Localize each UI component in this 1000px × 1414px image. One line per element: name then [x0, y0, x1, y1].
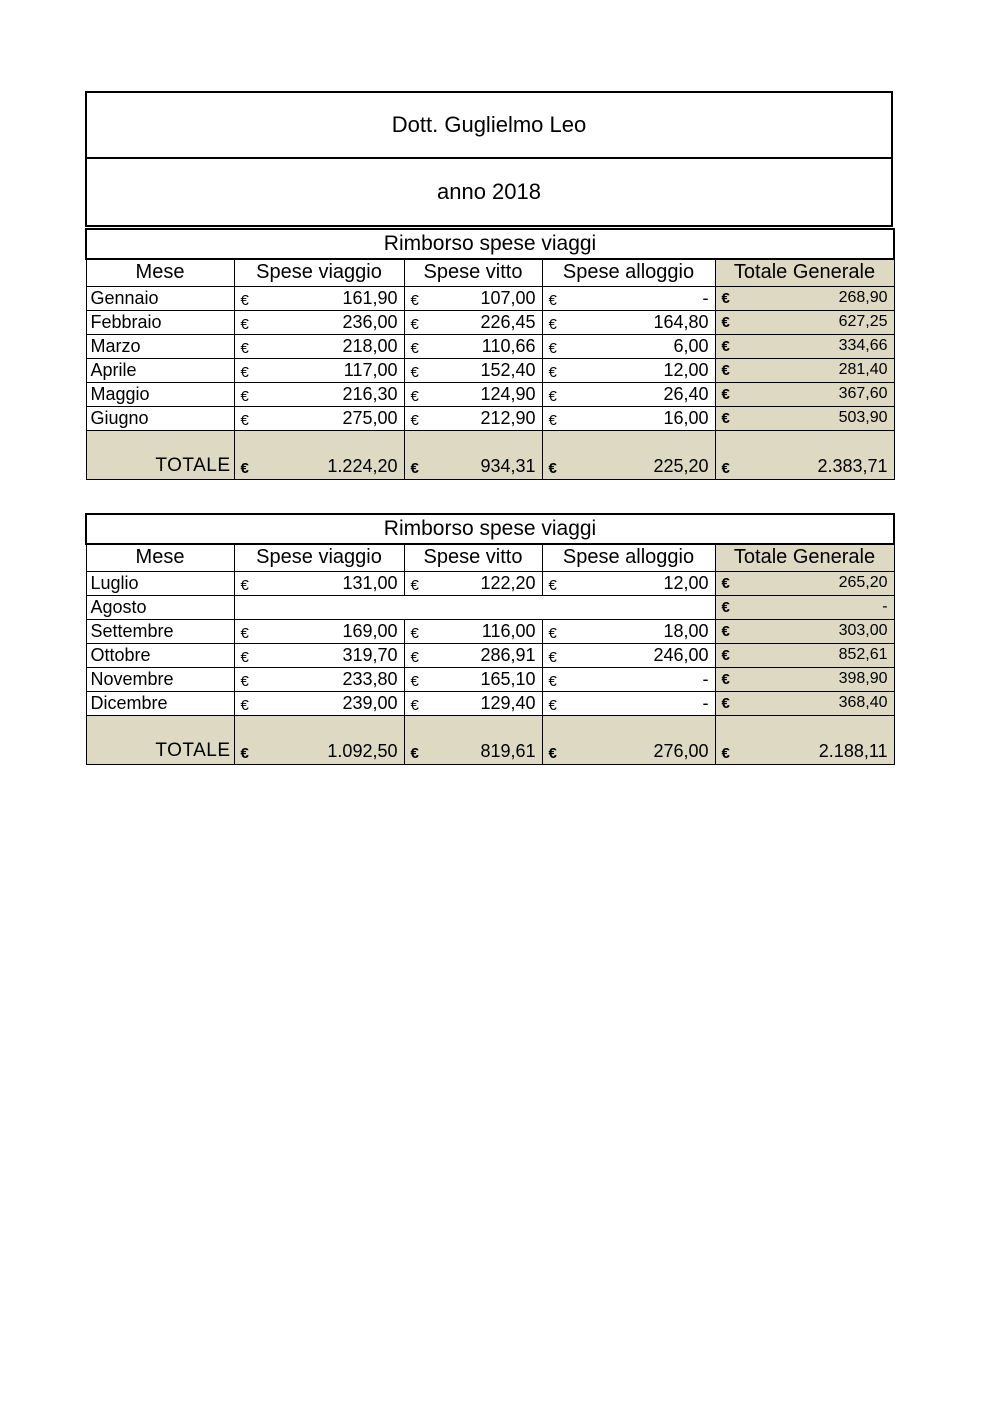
- column-header: Spese viaggio: [234, 544, 404, 571]
- amount-wrap: [549, 408, 709, 429]
- amount-wrap: [549, 288, 709, 309]
- amount-value: 16,00: [663, 407, 709, 428]
- amount-wrap: [722, 289, 888, 307]
- amount-value: 286,91: [480, 644, 536, 665]
- column-header: Totale Generale: [715, 544, 894, 571]
- amount-cell-vitto: [404, 286, 542, 310]
- amount-cell-alloggio: [542, 382, 715, 406]
- amount-cell-viaggio: [234, 406, 404, 430]
- amount-cell-viaggio: [234, 310, 404, 334]
- section-title-row: [86, 229, 894, 259]
- amount-wrap: [411, 312, 536, 333]
- amount-value: 116,00: [481, 620, 536, 641]
- currency-symbol: €: [721, 671, 730, 688]
- month-cell: Gennaio: [86, 286, 234, 310]
- amount-wrap: [722, 646, 888, 664]
- amount-value: 276,00: [653, 740, 709, 761]
- amount-value: 12,00: [663, 359, 709, 380]
- currency-symbol: €: [240, 624, 249, 642]
- amount-cell-alloggio: [542, 406, 715, 430]
- amount-wrap: [241, 621, 398, 642]
- amount-cell-totale: [715, 715, 894, 764]
- amount-cell-totale: [715, 571, 894, 595]
- table-row: [86, 382, 894, 406]
- currency-symbol: €: [410, 291, 419, 309]
- amount-value: 6,00: [673, 335, 709, 356]
- amount-wrap: [411, 669, 536, 690]
- amount-wrap: [241, 645, 398, 666]
- currency-symbol: €: [410, 576, 419, 594]
- amount-value: 233,80: [342, 668, 398, 689]
- amount-wrap: [722, 409, 888, 427]
- amount-wrap: [722, 741, 888, 762]
- currency-symbol: €: [548, 459, 557, 477]
- amount-value: 26,40: [663, 383, 709, 404]
- amount-cell-viaggio: [234, 667, 404, 691]
- section-title: Rimborso spese viaggi: [86, 229, 894, 259]
- amount-wrap: [722, 694, 888, 712]
- column-header: Spese viaggio: [234, 259, 404, 286]
- amount-wrap: [722, 456, 888, 477]
- currency-symbol: €: [410, 459, 419, 477]
- currency-symbol: €: [548, 339, 557, 357]
- amount-wrap: [241, 312, 398, 333]
- amount-value: -: [702, 668, 709, 689]
- column-header: Totale Generale: [715, 259, 894, 286]
- amount-wrap: [241, 288, 398, 309]
- currency-symbol: €: [548, 291, 557, 309]
- amount-cell-totale: [715, 406, 894, 430]
- amount-value: 934,31: [480, 455, 536, 476]
- amount-cell-alloggio: [542, 643, 715, 667]
- table-row: [86, 406, 894, 430]
- amount-wrap: [549, 336, 709, 357]
- total-row: [86, 430, 894, 479]
- column-header-row: [86, 259, 894, 286]
- amount-cell-alloggio: [542, 430, 715, 479]
- amount-wrap: [549, 645, 709, 666]
- amount-wrap: [722, 598, 888, 616]
- month-cell: Maggio: [86, 382, 234, 406]
- amount-value: 1.224,20: [327, 455, 398, 476]
- amount-value: 236,00: [342, 311, 398, 332]
- amount-cell-totale: [715, 358, 894, 382]
- amount-cell-viaggio: [234, 691, 404, 715]
- month-cell: Giugno: [86, 406, 234, 430]
- amount-cell-alloggio: [542, 667, 715, 691]
- currency-symbol: €: [410, 315, 419, 333]
- currency-symbol: €: [240, 648, 249, 666]
- amount-cell-vitto: [404, 619, 542, 643]
- amount-wrap: [722, 313, 888, 331]
- currency-symbol: €: [240, 459, 249, 477]
- currency-symbol: €: [548, 696, 557, 714]
- amount-value: 367,60: [838, 385, 888, 402]
- currency-symbol: €: [721, 410, 730, 427]
- year-label: anno 2018: [85, 157, 893, 227]
- expense-table-first-half: [85, 228, 893, 480]
- amount-value: -: [882, 598, 888, 615]
- amount-value: 281,40: [838, 361, 888, 378]
- amount-wrap: [411, 645, 536, 666]
- section-title-row: [86, 514, 894, 544]
- amount-cell-totale: [715, 643, 894, 667]
- amount-wrap: [241, 408, 398, 429]
- amount-value: 164,80: [653, 311, 709, 332]
- currency-symbol: €: [721, 362, 730, 379]
- amount-value: 110,66: [481, 335, 536, 356]
- amount-wrap: [241, 336, 398, 357]
- amount-wrap: [241, 360, 398, 381]
- amount-wrap: [549, 456, 709, 477]
- amount-value: 275,00: [342, 407, 398, 428]
- currency-symbol: €: [548, 411, 557, 429]
- currency-symbol: €: [410, 339, 419, 357]
- amount-value: 124,90: [480, 383, 536, 404]
- amount-cell-alloggio: [542, 334, 715, 358]
- amount-value: 239,00: [342, 692, 398, 713]
- amount-wrap: [549, 693, 709, 714]
- column-header: Mese: [86, 544, 234, 571]
- amount-cell-alloggio: [542, 715, 715, 764]
- amount-wrap: [411, 288, 536, 309]
- currency-symbol: €: [240, 744, 249, 762]
- amount-cell-totale: [715, 430, 894, 479]
- amount-wrap: [722, 385, 888, 403]
- column-header: Spese vitto: [404, 259, 542, 286]
- amount-cell-totale: [715, 667, 894, 691]
- amount-wrap: [241, 384, 398, 405]
- amount-value: 303,00: [838, 622, 888, 639]
- amount-cell-totale: [715, 691, 894, 715]
- section-title: Rimborso spese viaggi: [86, 514, 894, 544]
- table-row: [86, 643, 894, 667]
- currency-symbol: €: [240, 672, 249, 690]
- column-header: Mese: [86, 259, 234, 286]
- total-label: TOTALE: [86, 430, 234, 479]
- month-cell: Aprile: [86, 358, 234, 382]
- currency-symbol: €: [240, 696, 249, 714]
- amount-value: 503,90: [838, 409, 888, 426]
- amount-wrap: [722, 574, 888, 592]
- currency-symbol: €: [548, 315, 557, 333]
- table-row: [86, 691, 894, 715]
- currency-symbol: €: [240, 363, 249, 381]
- amount-wrap: [411, 384, 536, 405]
- amount-value: 319,70: [342, 644, 398, 665]
- amount-value: 2.383,71: [817, 455, 888, 476]
- table-row: [86, 334, 894, 358]
- amount-value: 165,10: [480, 668, 536, 689]
- amount-cell-viaggio: [234, 619, 404, 643]
- amount-cell-alloggio: [542, 286, 715, 310]
- currency-symbol: €: [721, 599, 730, 616]
- amount-cell-vitto: [404, 571, 542, 595]
- currency-symbol: €: [410, 363, 419, 381]
- amount-wrap: [241, 456, 398, 477]
- total-row: [86, 715, 894, 764]
- amount-value: 107,00: [480, 287, 536, 308]
- currency-symbol: €: [410, 672, 419, 690]
- amount-cell-vitto: [404, 334, 542, 358]
- amount-cell-vitto: [404, 406, 542, 430]
- currency-symbol: €: [548, 576, 557, 594]
- currency-symbol: €: [410, 744, 419, 762]
- amount-cell-alloggio: [542, 310, 715, 334]
- amount-wrap: [241, 669, 398, 690]
- amount-value: 131,00: [342, 572, 398, 593]
- amount-value: 117,00: [343, 359, 398, 380]
- amount-wrap: [411, 573, 536, 594]
- currency-symbol: €: [240, 387, 249, 405]
- amount-wrap: [549, 573, 709, 594]
- currency-symbol: €: [240, 411, 249, 429]
- amount-value: 368,40: [838, 694, 888, 711]
- currency-symbol: €: [721, 575, 730, 592]
- amount-cell-totale: [715, 595, 894, 619]
- amount-wrap: [241, 741, 398, 762]
- amount-value: 129,40: [480, 692, 536, 713]
- amount-value: 216,30: [342, 383, 398, 404]
- amount-value: 2.188,11: [818, 740, 888, 761]
- currency-symbol: €: [410, 696, 419, 714]
- currency-symbol: €: [721, 744, 730, 762]
- amount-value: 225,20: [653, 455, 709, 476]
- table-row: [86, 310, 894, 334]
- amount-value: 1.092,50: [327, 740, 398, 761]
- total-label: TOTALE: [86, 715, 234, 764]
- currency-symbol: €: [721, 290, 730, 307]
- currency-symbol: €: [721, 647, 730, 664]
- column-header: Spese alloggio: [542, 259, 715, 286]
- table-row: [86, 595, 894, 619]
- amount-value: 398,90: [838, 670, 888, 687]
- amount-value: 169,00: [342, 620, 398, 641]
- table-row: [86, 286, 894, 310]
- table-row: [86, 571, 894, 595]
- empty-cell: [234, 595, 715, 619]
- currency-symbol: €: [410, 411, 419, 429]
- amount-cell-vitto: [404, 715, 542, 764]
- expense-table-second-half: [85, 513, 893, 765]
- amount-cell-viaggio: [234, 382, 404, 406]
- document-header: [85, 91, 893, 227]
- amount-wrap: [549, 384, 709, 405]
- month-cell: Marzo: [86, 334, 234, 358]
- amount-cell-viaggio: [234, 643, 404, 667]
- month-cell: Settembre: [86, 619, 234, 643]
- amount-wrap: [549, 360, 709, 381]
- amount-cell-viaggio: [234, 358, 404, 382]
- amount-wrap: [241, 573, 398, 594]
- amount-cell-vitto: [404, 310, 542, 334]
- table-row: [86, 358, 894, 382]
- amount-wrap: [549, 669, 709, 690]
- amount-wrap: [411, 693, 536, 714]
- amount-cell-vitto: [404, 358, 542, 382]
- amount-value: 18,00: [663, 620, 709, 641]
- amount-cell-alloggio: [542, 358, 715, 382]
- currency-symbol: €: [548, 363, 557, 381]
- amount-value: 246,00: [653, 644, 709, 665]
- amount-wrap: [411, 408, 536, 429]
- amount-wrap: [722, 361, 888, 379]
- currency-symbol: €: [721, 695, 730, 712]
- expense-table: [85, 228, 895, 480]
- amount-wrap: [411, 336, 536, 357]
- amount-value: 265,20: [838, 574, 888, 591]
- currency-symbol: €: [240, 576, 249, 594]
- amount-wrap: [549, 621, 709, 642]
- amount-cell-vitto: [404, 691, 542, 715]
- table-row: [86, 667, 894, 691]
- amount-value: 161,90: [342, 287, 398, 308]
- amount-wrap: [411, 360, 536, 381]
- amount-cell-totale: [715, 382, 894, 406]
- amount-value: 12,00: [663, 572, 709, 593]
- amount-cell-totale: [715, 310, 894, 334]
- amount-value: 212,90: [480, 407, 536, 428]
- currency-symbol: €: [548, 744, 557, 762]
- currency-symbol: €: [548, 672, 557, 690]
- amount-cell-totale: [715, 286, 894, 310]
- currency-symbol: €: [410, 624, 419, 642]
- month-cell: Novembre: [86, 667, 234, 691]
- amount-cell-alloggio: [542, 619, 715, 643]
- amount-wrap: [411, 621, 536, 642]
- amount-wrap: [411, 741, 536, 762]
- currency-symbol: €: [721, 338, 730, 355]
- amount-value: 218,00: [342, 335, 398, 356]
- amount-cell-viaggio: [234, 715, 404, 764]
- month-cell: Luglio: [86, 571, 234, 595]
- amount-value: 152,40: [480, 359, 536, 380]
- amount-cell-viaggio: [234, 571, 404, 595]
- column-header: Spese vitto: [404, 544, 542, 571]
- amount-value: 226,45: [480, 311, 536, 332]
- currency-symbol: €: [548, 648, 557, 666]
- currency-symbol: €: [240, 291, 249, 309]
- amount-wrap: [549, 741, 709, 762]
- amount-cell-totale: [715, 334, 894, 358]
- currency-symbol: €: [721, 459, 730, 477]
- amount-cell-totale: [715, 619, 894, 643]
- amount-wrap: [722, 670, 888, 688]
- amount-wrap: [549, 312, 709, 333]
- amount-value: -: [702, 287, 709, 308]
- currency-symbol: €: [410, 648, 419, 666]
- currency-symbol: €: [410, 387, 419, 405]
- column-header-row: [86, 544, 894, 571]
- currency-symbol: €: [721, 623, 730, 640]
- currency-symbol: €: [240, 339, 249, 357]
- expense-table: [85, 513, 895, 765]
- amount-value: 268,90: [838, 289, 888, 306]
- amount-value: 334,66: [838, 337, 888, 354]
- amount-cell-viaggio: [234, 334, 404, 358]
- amount-wrap: [722, 622, 888, 640]
- amount-cell-vitto: [404, 643, 542, 667]
- amount-value: 627,25: [838, 313, 888, 330]
- doctor-name: Dott. Guglielmo Leo: [85, 91, 893, 157]
- amount-cell-alloggio: [542, 691, 715, 715]
- amount-wrap: [241, 693, 398, 714]
- table-row: [86, 619, 894, 643]
- amount-cell-vitto: [404, 667, 542, 691]
- month-cell: Dicembre: [86, 691, 234, 715]
- amount-cell-viaggio: [234, 286, 404, 310]
- month-cell: Ottobre: [86, 643, 234, 667]
- amount-cell-vitto: [404, 382, 542, 406]
- amount-value: 122,20: [480, 572, 536, 593]
- amount-value: 852,61: [838, 646, 888, 663]
- currency-symbol: €: [548, 624, 557, 642]
- amount-value: -: [702, 692, 709, 713]
- amount-wrap: [722, 337, 888, 355]
- currency-symbol: €: [721, 314, 730, 331]
- amount-value: 819,61: [480, 740, 536, 761]
- currency-symbol: €: [721, 386, 730, 403]
- month-cell: Agosto: [86, 595, 234, 619]
- amount-cell-vitto: [404, 430, 542, 479]
- currency-symbol: €: [548, 387, 557, 405]
- amount-wrap: [411, 456, 536, 477]
- amount-cell-viaggio: [234, 430, 404, 479]
- amount-cell-alloggio: [542, 571, 715, 595]
- month-cell: Febbraio: [86, 310, 234, 334]
- column-header: Spese alloggio: [542, 544, 715, 571]
- currency-symbol: €: [240, 315, 249, 333]
